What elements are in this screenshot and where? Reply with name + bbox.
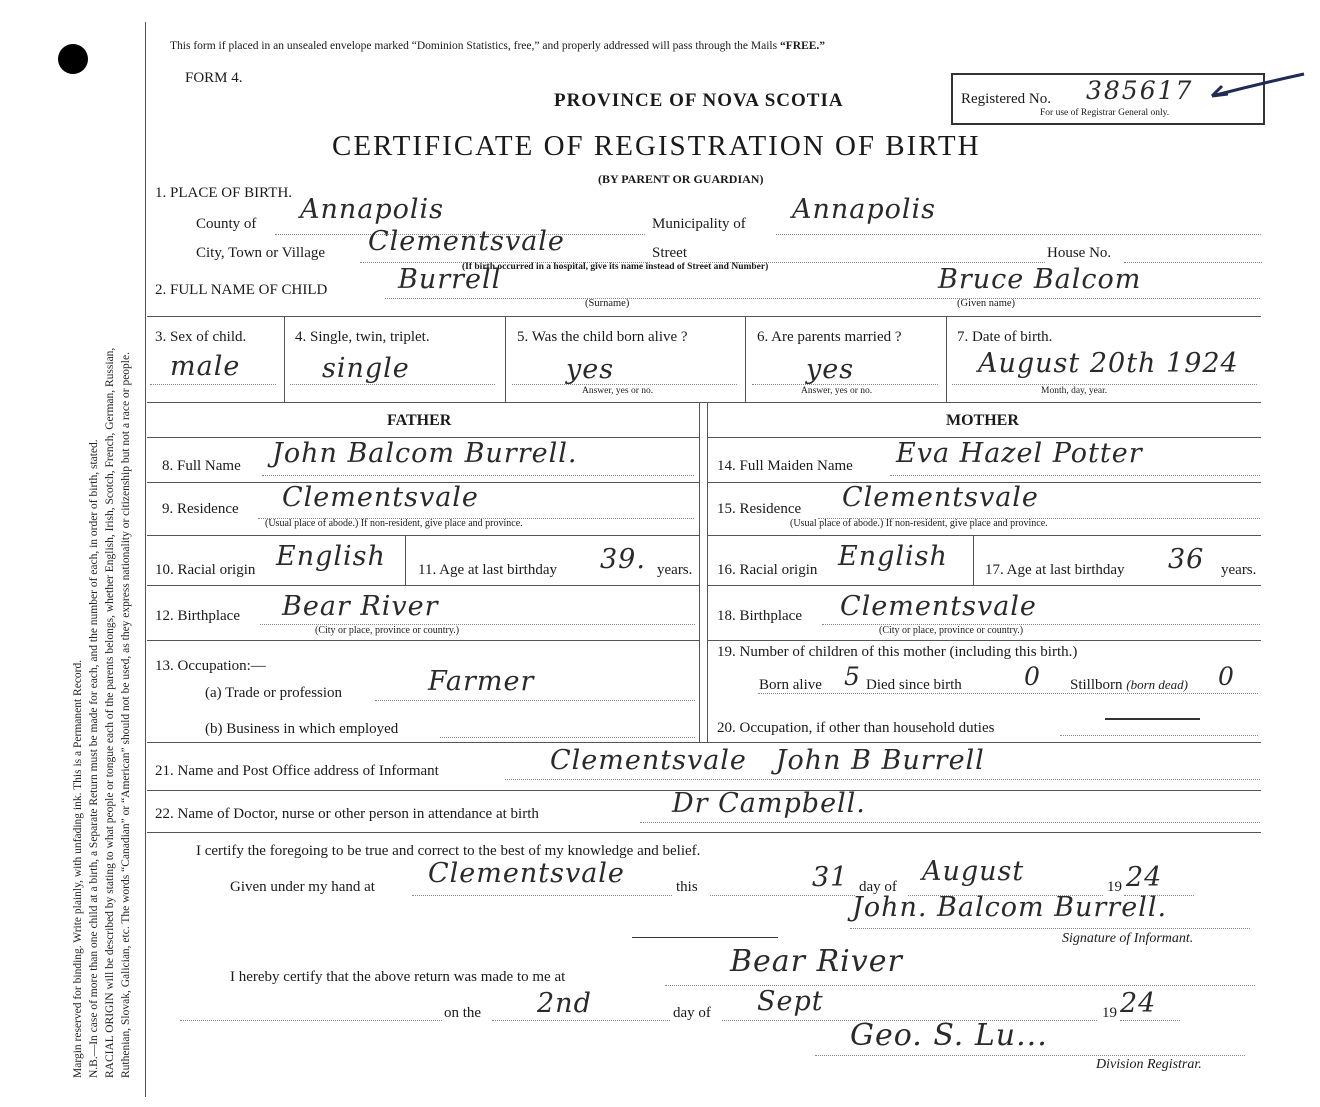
- mother-name-label: 14. Full Maiden Name: [717, 458, 853, 474]
- informant-signature: John. Balcom Burrell.: [852, 892, 1168, 923]
- registrar-signature: Geo. S. Lu...: [850, 1018, 1048, 1053]
- dob-label: 7. Date of birth.: [957, 329, 1053, 345]
- house-label: House No.: [1047, 245, 1112, 261]
- margin-border: [145, 22, 146, 1097]
- registered-note: For use of Registrar General only.: [1040, 108, 1170, 118]
- registrar-signature-line: [815, 1055, 1245, 1056]
- died-since-birth-label: Died since birth: [866, 677, 962, 693]
- mother-race-value: English: [838, 541, 948, 572]
- mother-rule-3: [708, 585, 1261, 586]
- registrar-year-value: 24: [1120, 988, 1157, 1019]
- doctor-value: Dr Campbell.: [672, 788, 866, 819]
- father-trade-line: [375, 700, 695, 701]
- registrar-leading-line: [180, 1020, 442, 1021]
- parents-divider: [699, 402, 700, 742]
- dob-line: [952, 384, 1257, 385]
- certificate-title: CERTIFICATE OF REGISTRATION OF BIRTH: [332, 130, 981, 162]
- registrar-day-value: 2nd: [537, 988, 592, 1019]
- surname-note: (Surname): [585, 298, 630, 309]
- house-line: [1124, 262, 1262, 263]
- father-age-value: 39.: [600, 544, 646, 575]
- row3-bottom-rule: [147, 402, 1261, 403]
- father-birthplace-value: Bear River: [282, 591, 439, 622]
- form-number: FORM 4.: [185, 70, 243, 86]
- margin-racial-note-2: Ruthenian, Slovak, Galician, etc. The words “Canadian” or “American” should not be used, as they express nationality or citizenship but not a race or people.: [120, 352, 132, 1078]
- born-alive-value: 5: [844, 662, 861, 691]
- father-birthplace-note: (City or place, province or country.): [315, 625, 460, 636]
- stillborn-note: (born dead): [1126, 677, 1189, 692]
- father-name-value: John Balcom Burrell.: [272, 438, 578, 469]
- mother-residence-label: 15. Residence: [717, 501, 802, 517]
- day-line: [710, 895, 855, 896]
- row3-divider-3: [745, 316, 746, 402]
- born-alive-line: [512, 384, 737, 385]
- father-occupation-label: 13. Occupation:—: [155, 658, 266, 674]
- mother-name-line: [890, 475, 1260, 476]
- mother-occupation-line: [1060, 735, 1258, 736]
- certify-year-value: 24: [1126, 862, 1163, 893]
- mother-race-label: 16. Racial origin: [717, 562, 818, 578]
- informant-signature-label: Signature of Informant.: [1062, 931, 1194, 946]
- registrar-place-line: [665, 985, 1255, 986]
- margin-nb-note: N.B.—In case of more than one child at a birth, a Separate Return must be made for each, and the number of each, in order of birth, stated.: [88, 439, 100, 1078]
- married-line: [752, 384, 938, 385]
- sex-value: male: [170, 351, 241, 382]
- father-age-label: 11. Age at last birthday: [418, 562, 557, 578]
- registrar-day-line: [492, 1020, 670, 1021]
- dob-value: August 20th 1924: [978, 348, 1239, 379]
- given-place-value: Clementsvale: [428, 858, 625, 889]
- county-label: County of: [196, 216, 257, 232]
- this-label: this: [676, 879, 698, 895]
- certify-day-of-label: day of: [859, 879, 897, 895]
- father-name-line: [262, 475, 694, 476]
- mother-race-divider: [973, 535, 974, 585]
- mother-age-value: 36: [1168, 544, 1205, 575]
- registrar-place-value: Bear River: [730, 944, 903, 979]
- plurality-value: single: [322, 353, 410, 384]
- binding-hole: [58, 44, 88, 74]
- stillborn-label-text: Stillborn: [1070, 677, 1123, 693]
- child-surname-value: Burrell: [398, 264, 502, 295]
- registered-number: 385617: [1086, 76, 1194, 105]
- children-line: [758, 693, 1258, 694]
- mother-rule-4: [708, 640, 1261, 641]
- informant-value: Clementsvale John B Burrell: [550, 745, 985, 776]
- father-name-label: 8. Full Name: [162, 458, 241, 474]
- certify-top-rule: [147, 832, 1261, 833]
- informant-top-rule: [147, 742, 1261, 743]
- dob-note: Month, day, year.: [1041, 386, 1108, 396]
- registrar-month-value: Sept: [757, 986, 824, 1017]
- row3-divider-1: [284, 316, 285, 402]
- doctor-label: 22. Name of Doctor, nurse or other person in attendance at birth: [155, 806, 539, 822]
- mother-birthplace-label: 18. Birthplace: [717, 608, 802, 624]
- father-business-line: [440, 737, 695, 738]
- registrar-statement: I hereby certify that the above return was made to me at: [230, 969, 566, 985]
- certificate-subtitle: (BY PARENT OR GUARDIAN): [598, 172, 764, 186]
- father-rule-4: [147, 640, 699, 641]
- certify-year-prefix: 19: [1107, 879, 1122, 895]
- father-race-value: English: [276, 541, 386, 572]
- mother-birthplace-note: (City or place, province or country.): [879, 625, 1024, 636]
- father-trade-value: Farmer: [428, 666, 535, 697]
- mother-name-value: Eva Hazel Potter: [896, 438, 1143, 469]
- registrar-signature-label: Division Registrar.: [1096, 1057, 1202, 1072]
- born-alive-note: Answer, yes or no.: [582, 386, 654, 396]
- place-of-birth-label: 1. PLACE OF BIRTH.: [155, 185, 293, 201]
- row3-divider-2: [505, 316, 506, 402]
- married-question-label: 6. Are parents married ?: [757, 329, 902, 345]
- child-name-label: 2. FULL NAME OF CHILD: [155, 282, 328, 298]
- municipality-label: Municipality of: [652, 216, 746, 232]
- margin-racial-note: RACIAL ORIGIN will be described by stating to what people or tongue each of the parents belongs, whether English, Irish, Scotch, French, German, Russian,: [104, 347, 116, 1078]
- registrar-year-prefix: 19: [1102, 1005, 1117, 1021]
- father-years-label: years.: [657, 562, 693, 578]
- given-name-note: (Given name): [957, 298, 1016, 309]
- mother-children-label: 19. Number of children of this mother (including this birth.): [717, 644, 1078, 660]
- mother-residence-value: Clementsvale: [842, 482, 1039, 513]
- father-race-divider: [405, 535, 406, 585]
- father-rule-2: [147, 535, 699, 536]
- father-birthplace-label: 12. Birthplace: [155, 608, 240, 624]
- father-residence-value: Clementsvale: [282, 482, 479, 513]
- father-rule-3: [147, 585, 699, 586]
- city-label: City, Town or Village: [196, 245, 326, 261]
- child-given-value: Bruce Balcom: [938, 264, 1142, 295]
- mother-rule-2: [708, 535, 1261, 536]
- stillborn-label: [1070, 677, 1188, 694]
- plurality-label: 4. Single, twin, triplet.: [295, 329, 430, 345]
- mother-occupation-label: 20. Occupation, if other than household duties: [717, 720, 995, 736]
- check-mark-icon: [1208, 68, 1308, 104]
- certify-month-value: August: [922, 856, 1025, 887]
- stillborn-value: 0: [1218, 662, 1235, 691]
- informant-signature-line: [850, 928, 1250, 929]
- given-under-hand-label: Given under my hand at: [230, 879, 375, 895]
- father-residence-label: 9. Residence: [162, 501, 239, 517]
- city-value: Clementsvale: [368, 226, 565, 257]
- informant-line: [505, 779, 1260, 780]
- margin-binding-note: Margin reserved for binding. Write plainly, with unfading ink. This is a Permanent Record.: [72, 659, 84, 1078]
- mail-notice-text: This form if placed in an unsealed envelope marked “Dominion Statistics, free,” and properly addressed will pass through the Mails: [170, 40, 780, 52]
- father-business-label: (b) Business in which employed: [205, 721, 399, 737]
- mother-occupation-dash: [1105, 718, 1200, 720]
- born-alive-label: Born alive: [759, 677, 822, 693]
- municipality-value: Annapolis: [792, 194, 937, 225]
- registrar-day-of-label: day of: [673, 1005, 711, 1021]
- father-heading: FATHER: [387, 412, 452, 429]
- registered-label: Registered No.: [961, 91, 1051, 107]
- sex-label: 3. Sex of child.: [155, 329, 247, 345]
- born-alive-answer: yes: [566, 354, 615, 385]
- mother-years-label: years.: [1221, 562, 1257, 578]
- registrar-year-line: [1120, 1020, 1180, 1021]
- separator-dash: [632, 937, 778, 938]
- given-place-line: [412, 895, 672, 896]
- married-answer: yes: [806, 354, 855, 385]
- married-note: Answer, yes or no.: [801, 386, 873, 396]
- municipality-line: [776, 234, 1261, 235]
- father-race-label: 10. Racial origin: [155, 562, 256, 578]
- street-label: Street: [652, 245, 687, 261]
- on-the-label: on the: [444, 1005, 482, 1021]
- father-residence-note: (Usual place of abode.) If non-resident, give place and province.: [265, 518, 523, 529]
- row3-top-rule: [147, 316, 1261, 317]
- hospital-note: (If birth occurred in a hospital, give its name instead of Street and Number): [462, 262, 769, 272]
- child-name-line: [385, 298, 1260, 299]
- informant-label: 21. Name and Post Office address of Informant: [155, 763, 439, 779]
- row3-divider-4: [946, 316, 947, 402]
- died-since-birth-value: 0: [1024, 662, 1041, 691]
- doctor-line: [640, 822, 1260, 823]
- parents-divider-2: [707, 402, 708, 742]
- certify-statement: I certify the foregoing to be true and correct to the best of my knowledge and belief.: [196, 843, 701, 859]
- father-trade-label: (a) Trade or profession: [205, 685, 343, 701]
- mail-notice-free: “FREE.”: [779, 40, 826, 52]
- mail-notice: [170, 40, 825, 52]
- mother-residence-note: (Usual place of abode.) If non-resident, give place and province.: [790, 518, 1048, 529]
- sex-line: [150, 384, 276, 385]
- county-value: Annapolis: [300, 194, 445, 225]
- mother-heading: MOTHER: [946, 412, 1019, 429]
- province-title: PROVINCE OF NOVA SCOTIA: [554, 90, 844, 111]
- plurality-line: [290, 384, 495, 385]
- certify-day-value: 31: [812, 862, 849, 893]
- born-alive-question-label: 5. Was the child born alive ?: [517, 329, 688, 345]
- mother-birthplace-value: Clementsvale: [840, 591, 1037, 622]
- mother-age-label: 17. Age at last birthday: [985, 562, 1125, 578]
